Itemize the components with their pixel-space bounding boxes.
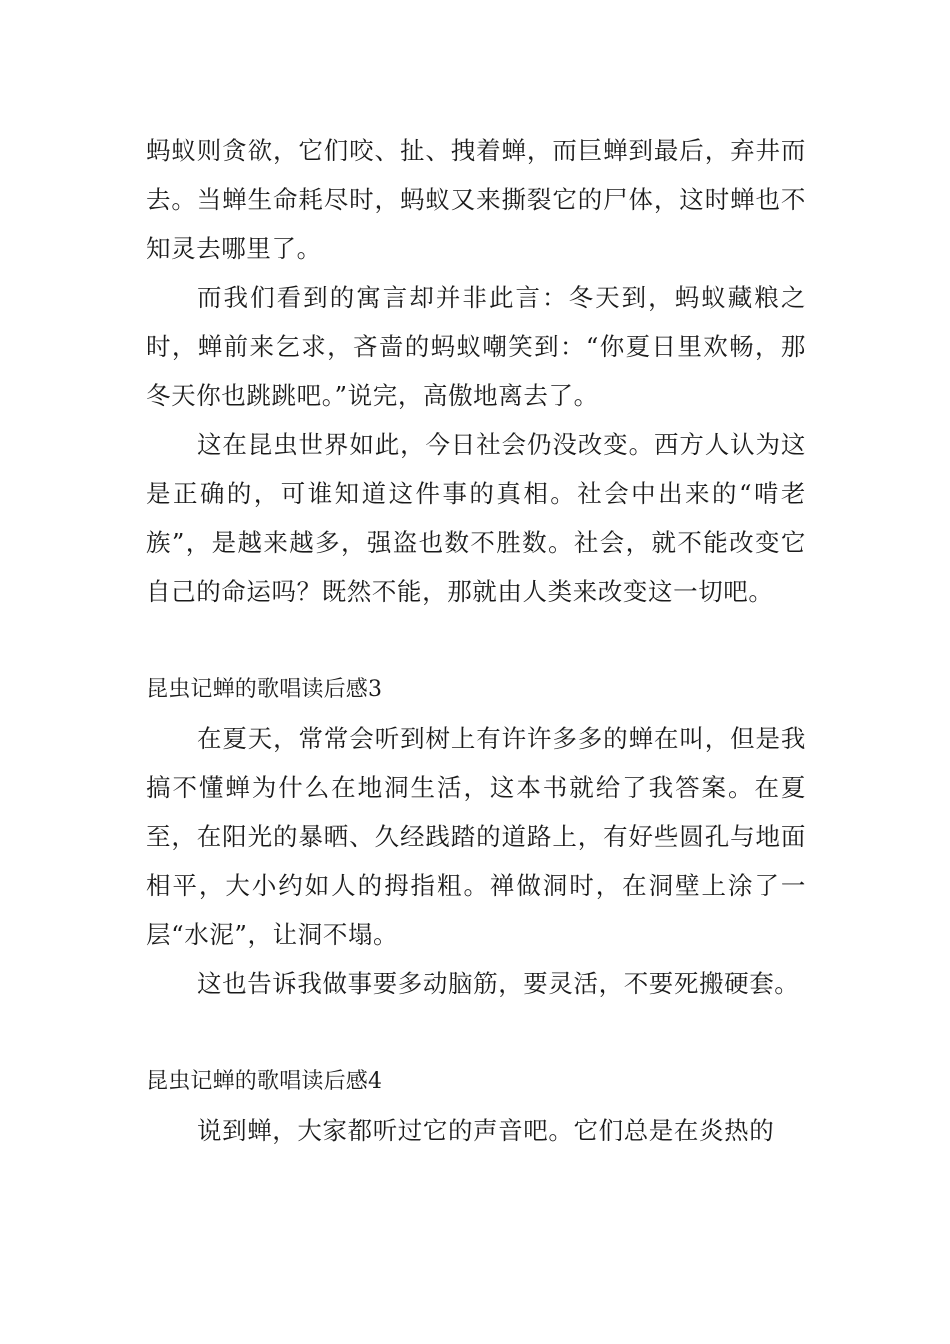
paragraph-lesson: 这也告诉我做事要多动脑筋，要灵活，不要死搬硬套。 bbox=[197, 969, 800, 998]
section-heading-4: 昆虫记蝉的歌唱读后感4 bbox=[146, 1069, 383, 1094]
section-gap bbox=[146, 1008, 806, 1057]
paragraph-society: 这在昆虫世界如此，今日社会仍没改变。西方人认为这是正确的，可谁知道这件事的真相。社会中出来的“啃老族”，是越来越多，强盗也数不胜数。社会，就不能改变它自己的命运吗？既然不能，那就由人类来改变这一切吧。 bbox=[146, 430, 806, 606]
paragraph-cicada-sound: 说到蝉，大家都听过它的声音吧。它们总是在炎热的 bbox=[197, 1116, 775, 1145]
paragraph-fable: 而我们看到的寓言却并非此言：冬天到，蚂蚁藏粮之时，蝉前来乞求，吝啬的蚂蚁嘲笑到：“你夏日里欢畅，那冬天你也跳跳吧。”说完，高傲地离去了。 bbox=[146, 283, 806, 410]
section-gap bbox=[146, 616, 806, 665]
paragraph-ant-greed: 蚂蚁则贪欲，它们咬、扯、拽着蝉，而巨蝉到最后，弃井而去。当蝉生命耗尽时，蚂蚁又来撕裂它的尸体，这时蝉也不知灵去哪里了。 bbox=[146, 136, 806, 263]
section-heading-3: 昆虫记蝉的歌唱读后感3 bbox=[146, 677, 383, 702]
paragraph-summer-cicada: 在夏天，常常会听到树上有许许多多的蝉在叫，但是我搞不懂蝉为什么在地洞生活，这本书就给了我答案。在夏至，在阳光的暴晒、久经践踏的道路上，有好些圆孔与地面相平，大小约如人的拇指粗。禅做洞时，在洞壁上涂了一层“水泥”，让洞不塌。 bbox=[146, 724, 806, 949]
document-page bbox=[146, 126, 806, 1155]
